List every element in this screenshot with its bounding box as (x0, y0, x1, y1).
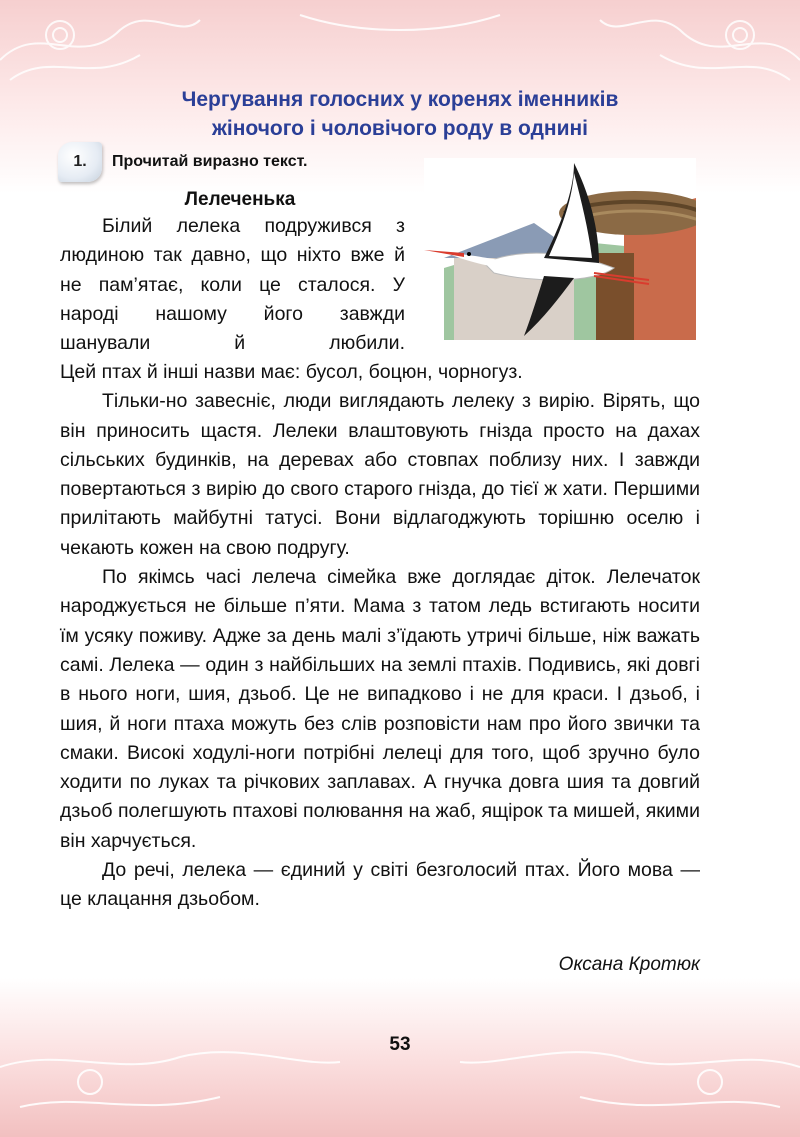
page-number: 53 (389, 1034, 411, 1055)
story-intro-paragraph (60, 212, 405, 358)
task-header (58, 142, 307, 182)
lesson-title-line-2: жіночого і чоловічого роду в однині (211, 117, 589, 140)
story-body (60, 358, 700, 915)
task-instruction: Прочитай виразно текст. (112, 153, 308, 170)
top-floral-ornament (0, 0, 800, 90)
story-paragraph-1: Тільки-но завесніє, люди виглядають лелеку з вирію. Вірять, що він приносить щастя. Лелеки влаштовують гнізда просто на дахах сільських будинків, на деревах або стовпах поблизу них. І завжди повертаються з вирію до свого старого гнізда, до тієї ж хати. Першими прилітають майбутні татусі. Вони відлагоджують торішню оселю і чекають кожен на свою подругу. (60, 390, 700, 559)
story-intro-text: Білий лелека подружився з людиною так давно, що ніхто вже й не пам’ятає, коли це сталося. У народі нашому його завжди шанували й любили. (60, 215, 405, 355)
lesson-title (60, 85, 740, 143)
story-paragraph-3: До речі, лелека — єдиний у світі безголосий птах. Його мова — це клацання дзьобом. (60, 859, 700, 911)
task-number-badge: 1. (58, 142, 102, 182)
story-paragraph-2: По якімсь часі лелеча сімейка вже доглядає діток. Лелечаток народжується не більше п’яти. Мама з татом ледь встигають носити їм усяку поживу. Адже за день малі з’їдають утричі більше, ніж важать самі. Лелека — один з найбільших на землі птахів. Подивись, які довгі в нього ноги, шия, дзьоб. Це не випадково і не для краси. І дзьоб, і шия, й ноги птаха можуть без слів розповісти нам про його звички та смаки. Високі ходулі-ноги потрібні лелеці для того, щоб зручно було ходити по луках та річкових заплавах. А гнучка довга шия та довгий дзьоб полегшують птахові полювання на жаб, ящірок та мишей, якими він харчується. (60, 566, 700, 852)
story-author: Оксана Кротюк (558, 954, 700, 975)
story-title: Лелеченька (184, 189, 296, 210)
stork-nest-illustration (424, 158, 696, 340)
lesson-title-line-1: Чергування голосних у коренях іменників (181, 88, 619, 111)
story-intro-tail: Цей птах й інші назви має: бусол, боцюн, чорногуз. (60, 361, 523, 383)
